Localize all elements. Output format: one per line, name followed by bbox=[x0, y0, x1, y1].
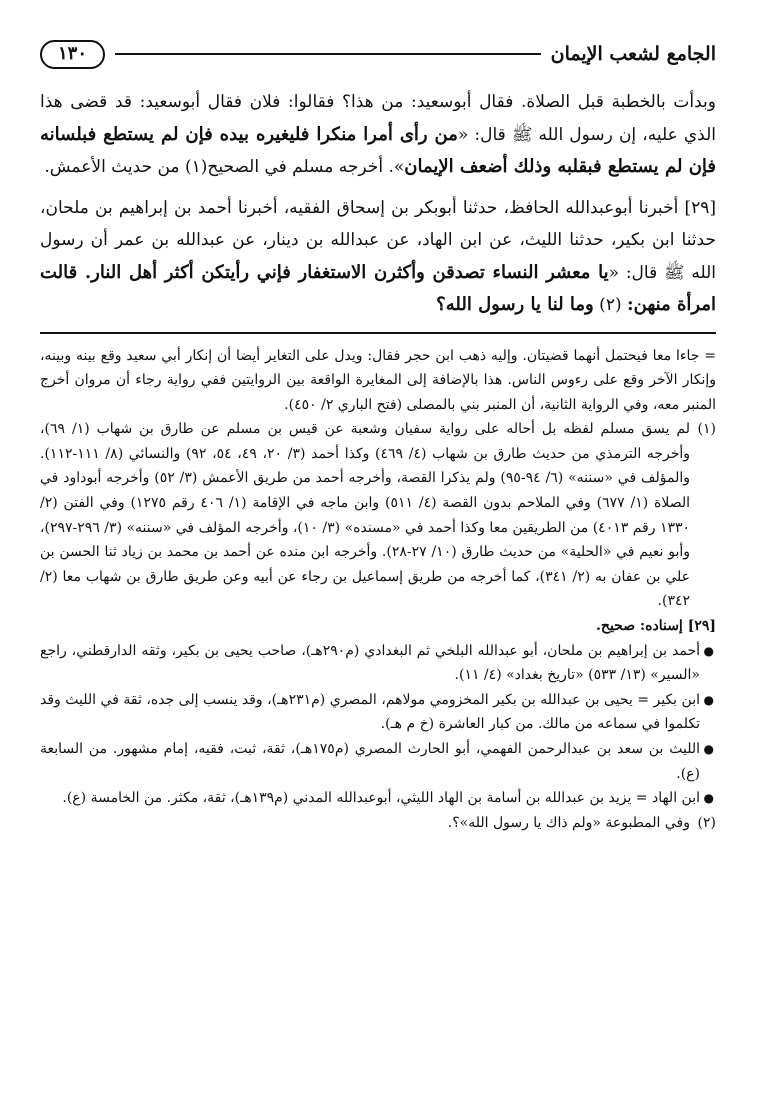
header-rule bbox=[115, 53, 541, 55]
footnote-ref-2: (٢) bbox=[593, 295, 627, 315]
footnote-ref-1: (١) bbox=[184, 157, 208, 177]
isnad-grade bbox=[40, 614, 716, 639]
text-span: وبدأت بالخطبة قبل الصلاة. فقال أبوسعيد: من هذا؟ فقالوا: فلان فقال أبوسعيد: قد قضى هذا الذي عليه، إن رسول الله ﷺ قال: « bbox=[40, 92, 716, 145]
bullet-icon: ● bbox=[703, 742, 714, 756]
page-number: ١٣٠ bbox=[40, 40, 105, 69]
bullet-icon: ● bbox=[703, 791, 714, 806]
footnote-2 bbox=[40, 811, 716, 836]
narrator-item bbox=[40, 688, 716, 737]
footnote-text: لم يسق مسلم لفظه بل أحاله على رواية سفيان وشعبة عن قيس بن مسلم عن طارق بن شهاب (١/ ٦٩)، وأخرجه الترمذي من حديث طارق بن شهاب (٤/ ٤٦٩) وكذا أحمد (٣/ ٢٠، ٤٩، ٥٤، ٩٢) والنسائي (٨/ ١١١-١١٢). والمؤلف في «سننه» (٦/ ٩٤-٩٥) ولم يذكرا القصة، وأخرجه أحمد من طريق الأعمش (٣/ ٥٢) وأخرجه أبوداود في الصلاة (١/ ٦٧٧) وفي الملاحم بدون القصة (٤/ ٥١١) وابن ماجه في الإقامة (١/ ٤٠٦ رقم ١٢٧٥) وفي الفتن (٢/ ١٣٣٠ رقم ٤٠١٣) من الطريقين معا وكذا أحمد في «مسنده» (٣/ ١٠)، وأخرجه المؤلف في «سننه» (٣/ ٢٩٦-٢٩٧)، وأبو نعيم في «الحلية» من حديث طارق (١٠/ ٢٧-٢٨). وأخرجه ابن منده عن أحمد بن محمد بن زياد ثنا الحسن بن علي بن عفان به (٢/ ٣٤١)، كما أخرجه من طريق إسماعيل بن رجاء عن أبيه وعن طريق طارق بن شهاب معا (٢/ ٣٤٢). bbox=[40, 421, 691, 610]
hadith-matn: يا معشر النساء تصدقن وأكثرن الاستغفار فإني رأيتكن أكثر أهل النار. قالت امرأة منهن: bbox=[40, 261, 716, 315]
isnad-value: صحيح. bbox=[596, 618, 636, 635]
footnote-separator bbox=[40, 332, 716, 334]
hadith-matn-end: وما لنا يا رسول الله؟ bbox=[436, 294, 594, 315]
text-span: ». أخرجه مسلم في الصحيح bbox=[207, 157, 405, 177]
footnotes bbox=[40, 344, 716, 836]
footnote-text: وفي المطبوعة «ولم ذاك يا رسول الله»؟. bbox=[447, 814, 690, 831]
isnad-text: أخبرنا أبوعبدالله الحافظ، حدثنا أبوبكر بن إسحاق الفقيه، أخبرنا أحمد بن إبراهيم بن ملحان، حدثنا ابن بكير، حدثنا الليث، عن ابن الهاد، عن عبدالله بن دينار، عن عبدالله بن عمر أن رسول الله ﷺ قال: « bbox=[40, 197, 716, 283]
narrator-item bbox=[40, 639, 716, 688]
isnad-label: إسناده: bbox=[635, 618, 688, 635]
footnote-continuation: = جاءا معا فيحتمل أنهما قضيتان. وإليه ذهب ابن حجر فقال: ويدل على التغاير أيضا أن إنكار أبي سعيد وقع بينه وبينه، وإنكار الآخر وقع على رءوس الناس. هذا بالإضافة إلى المغايرة الواقعة بين الروايتين ففي رواية رجاء أن مروان أخرج المنبر معه، وفي الرواية الثانية، أن المنبر بني بالمصلى (فتح الباري ٢/ ٤٥٠). bbox=[40, 347, 716, 413]
narrator-text: ابن بكير = يحيى بن عبدالله بن بكير المخزومي مولاهم، المصري (م٢٣١هـ)، وقد ينسب إلى جده، ثقة في الليث وقد تكلموا في سماعه من مالك. من كبار العاشرة (خ م هـ). bbox=[40, 691, 700, 733]
narrator-text: الليث بن سعد بن عبدالرحمن الفهمي، أبو الحارث المصري (م١٧٥هـ)، ثقة، ثبت، فقيه، إمام مشهور. من السابعة (ع). bbox=[40, 741, 700, 782]
text-span: من حديث الأعمش. bbox=[44, 157, 185, 177]
hadith-number: [٢٩] bbox=[687, 618, 716, 635]
bullet-icon: ● bbox=[703, 692, 714, 707]
page-header bbox=[40, 34, 716, 74]
footnote-1 bbox=[40, 417, 716, 614]
narrator-text: أحمد بن إبراهيم بن ملحان، أبو عبدالله البلخي ثم البغدادي (م٢٩٠هـ)، صاحب يحيى بن بكير، وثقه الدارقطني، راجع «السير» (١٣/ ٥٣٣) «تاريخ بغداد» (٤/ ١١). bbox=[40, 642, 700, 684]
hadith-matn: من رأى أمرا منكرا فليغيره بيده فإن لم يستطع فبلسانه فإن لم يستطع فبقلبه وذلك أضعف الإيمان bbox=[40, 123, 716, 177]
hadith-paragraph-1 bbox=[40, 86, 716, 184]
bullet-icon: ● bbox=[703, 643, 714, 658]
main-text bbox=[40, 86, 716, 322]
footnote-marker: (١) bbox=[697, 421, 716, 438]
hadith-paragraph-29 bbox=[40, 192, 716, 322]
book-title: الجامع لشعب الإيمان bbox=[550, 43, 716, 65]
page-body bbox=[40, 86, 716, 835]
footnote-marker: (٢) bbox=[697, 814, 716, 831]
narrator-item bbox=[40, 786, 716, 811]
narrator-item bbox=[40, 737, 716, 786]
narrator-text: ابن الهاد = يزيد بن عبدالله بن أسامة بن الهاد الليثي، أبوعبدالله المدني (م١٣٩هـ)، ثقة، مكثر. من الخامسة (ع). bbox=[62, 790, 700, 807]
hadith-number: [٢٩] bbox=[684, 197, 716, 218]
